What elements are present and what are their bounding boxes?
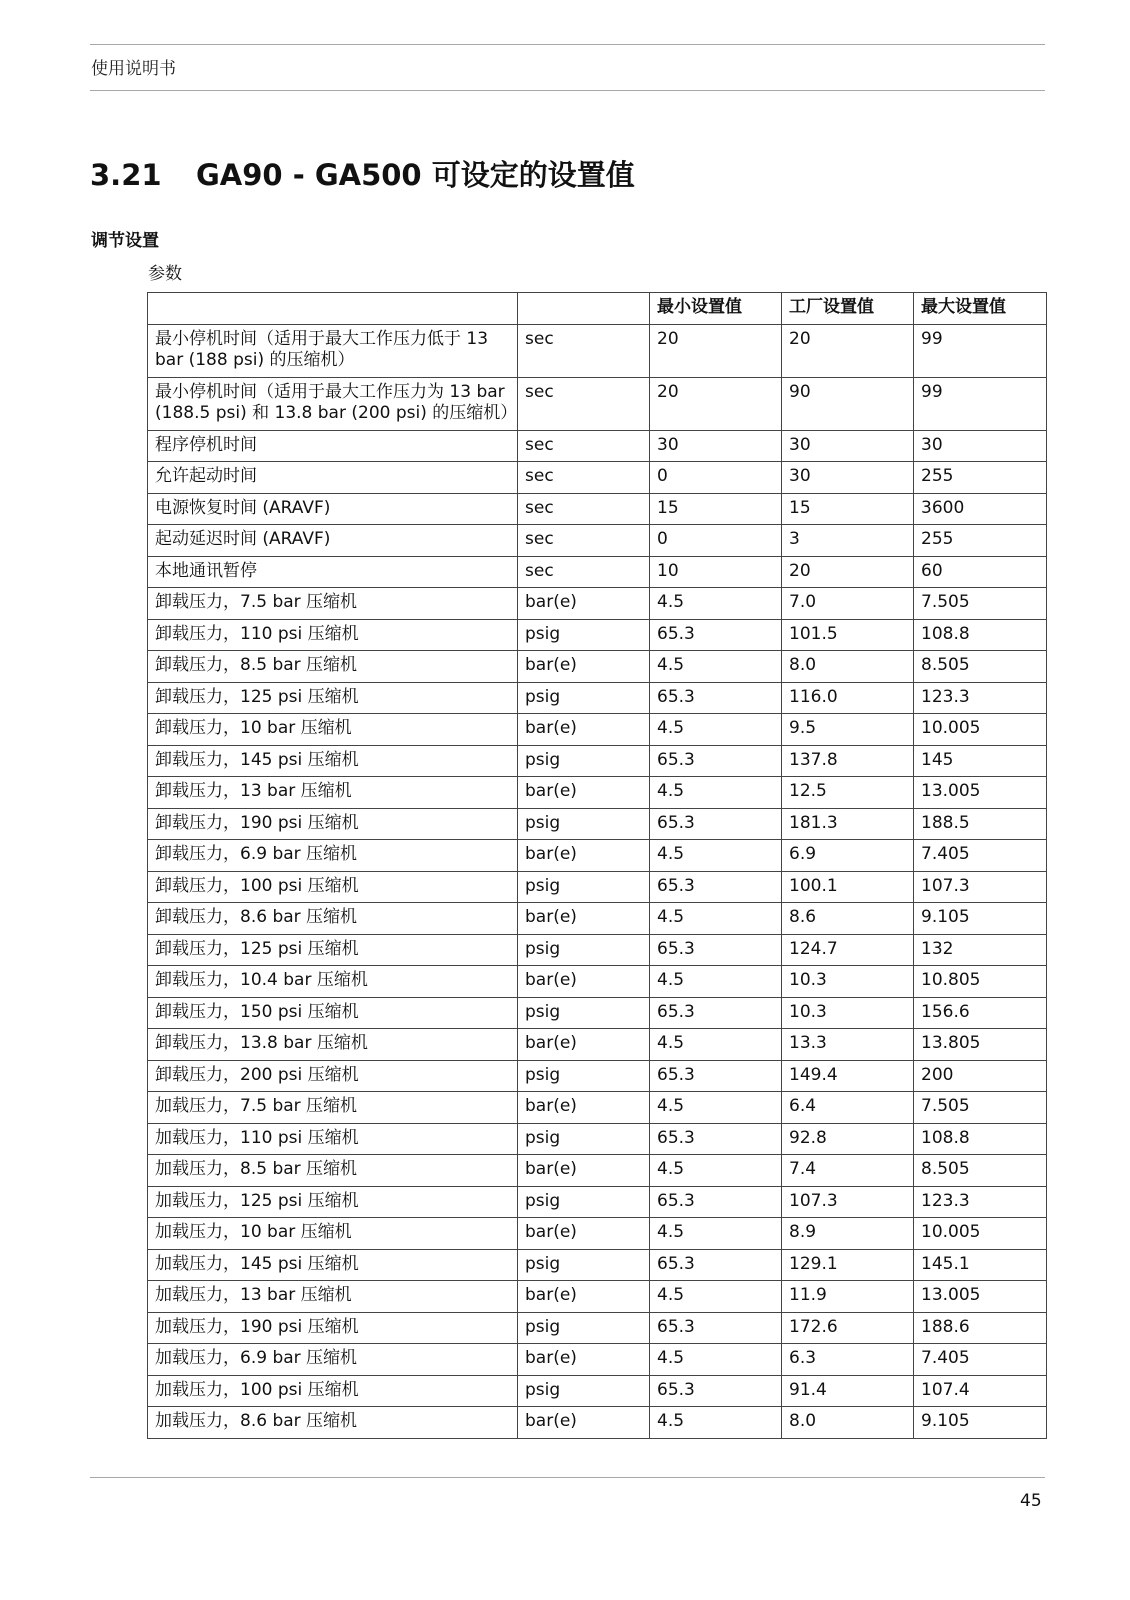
cell-max: 7.505 — [914, 588, 1047, 620]
cell-min: 4.5 — [650, 588, 782, 620]
cell-parameter: 卸载压力，7.5 bar 压缩机 — [148, 588, 518, 620]
cell-unit: sec — [518, 462, 650, 494]
cell-factory: 12.5 — [782, 777, 914, 809]
table-row — [148, 840, 1047, 872]
table-row — [148, 619, 1047, 651]
cell-max: 123.3 — [914, 1186, 1047, 1218]
table-row — [148, 462, 1047, 494]
cell-min: 30 — [650, 430, 782, 462]
column-header-unit — [518, 293, 650, 325]
cell-factory: 15 — [782, 493, 914, 525]
page-number: 45 — [1020, 1491, 1042, 1511]
cell-parameter: 卸载压力，125 psi 压缩机 — [148, 934, 518, 966]
table-row — [148, 1407, 1047, 1439]
cell-min: 4.5 — [650, 1344, 782, 1376]
table-row — [148, 682, 1047, 714]
cell-factory: 107.3 — [782, 1186, 914, 1218]
cell-parameter: 卸载压力，110 psi 压缩机 — [148, 619, 518, 651]
cell-unit: psig — [518, 1060, 650, 1092]
cell-factory: 6.9 — [782, 840, 914, 872]
cell-min: 4.5 — [650, 966, 782, 998]
cell-factory: 10.3 — [782, 966, 914, 998]
cell-factory: 137.8 — [782, 745, 914, 777]
cell-unit: psig — [518, 871, 650, 903]
table-row — [148, 777, 1047, 809]
cell-factory: 8.6 — [782, 903, 914, 935]
cell-min: 65.3 — [650, 1375, 782, 1407]
cell-factory: 20 — [782, 556, 914, 588]
cell-parameter: 最小停机时间（适用于最大工作压力低于 13 bar (188 psi) 的压缩机） — [148, 324, 518, 377]
cell-min: 65.3 — [650, 1312, 782, 1344]
cell-min: 65.3 — [650, 619, 782, 651]
cell-max: 60 — [914, 556, 1047, 588]
cell-max: 156.6 — [914, 997, 1047, 1029]
cell-unit: sec — [518, 525, 650, 557]
table-row — [148, 1344, 1047, 1376]
cell-unit: bar(e) — [518, 1029, 650, 1061]
table-row — [148, 588, 1047, 620]
cell-max: 7.405 — [914, 840, 1047, 872]
cell-parameter: 最小停机时间（适用于最大工作压力为 13 bar (188.5 psi) 和 13.8 bar (200 psi) 的压缩机） — [148, 377, 518, 430]
cell-factory: 20 — [782, 324, 914, 377]
cell-min: 4.5 — [650, 714, 782, 746]
cell-min: 65.3 — [650, 745, 782, 777]
table-row — [148, 808, 1047, 840]
cell-min: 4.5 — [650, 1218, 782, 1250]
cell-parameter: 卸载压力，10.4 bar 压缩机 — [148, 966, 518, 998]
cell-unit: bar(e) — [518, 840, 650, 872]
cell-factory: 149.4 — [782, 1060, 914, 1092]
cell-unit: sec — [518, 324, 650, 377]
cell-max: 10.805 — [914, 966, 1047, 998]
table-row — [148, 1281, 1047, 1313]
cell-parameter: 卸载压力，6.9 bar 压缩机 — [148, 840, 518, 872]
cell-factory: 92.8 — [782, 1123, 914, 1155]
cell-unit: psig — [518, 1312, 650, 1344]
table-row — [148, 377, 1047, 430]
header-top-rule — [90, 44, 1045, 45]
cell-max: 7.505 — [914, 1092, 1047, 1124]
cell-factory: 181.3 — [782, 808, 914, 840]
cell-unit: bar(e) — [518, 1344, 650, 1376]
cell-min: 4.5 — [650, 903, 782, 935]
cell-unit: bar(e) — [518, 714, 650, 746]
cell-factory: 116.0 — [782, 682, 914, 714]
table-header-row — [148, 293, 1047, 325]
cell-max: 255 — [914, 525, 1047, 557]
table-row — [148, 1312, 1047, 1344]
cell-unit: bar(e) — [518, 651, 650, 683]
cell-min: 65.3 — [650, 808, 782, 840]
table-body — [148, 324, 1047, 1438]
table-row — [148, 997, 1047, 1029]
cell-parameter: 加载压力，125 psi 压缩机 — [148, 1186, 518, 1218]
cell-unit: psig — [518, 1123, 650, 1155]
running-header: 使用说明书 — [91, 59, 176, 79]
cell-parameter: 卸载压力，8.5 bar 压缩机 — [148, 651, 518, 683]
cell-unit: bar(e) — [518, 777, 650, 809]
cell-factory: 13.3 — [782, 1029, 914, 1061]
table-row — [148, 903, 1047, 935]
cell-parameter: 加载压力，13 bar 压缩机 — [148, 1281, 518, 1313]
cell-min: 65.3 — [650, 682, 782, 714]
cell-min: 65.3 — [650, 1123, 782, 1155]
cell-min: 65.3 — [650, 1249, 782, 1281]
cell-parameter: 加载压力，190 psi 压缩机 — [148, 1312, 518, 1344]
cell-unit: psig — [518, 934, 650, 966]
cell-parameter: 加载压力，145 psi 压缩机 — [148, 1249, 518, 1281]
cell-parameter: 加载压力，8.6 bar 压缩机 — [148, 1407, 518, 1439]
cell-parameter: 卸载压力，10 bar 压缩机 — [148, 714, 518, 746]
table-row — [148, 1060, 1047, 1092]
footer-rule — [90, 1477, 1045, 1478]
table-row — [148, 745, 1047, 777]
table-row — [148, 934, 1047, 966]
cell-factory: 8.9 — [782, 1218, 914, 1250]
cell-min: 4.5 — [650, 1407, 782, 1439]
table-row — [148, 1155, 1047, 1187]
cell-max: 188.5 — [914, 808, 1047, 840]
cell-factory: 6.3 — [782, 1344, 914, 1376]
cell-min: 65.3 — [650, 871, 782, 903]
cell-min: 4.5 — [650, 777, 782, 809]
cell-max: 3600 — [914, 493, 1047, 525]
cell-unit: bar(e) — [518, 1092, 650, 1124]
cell-factory: 172.6 — [782, 1312, 914, 1344]
cell-factory: 3 — [782, 525, 914, 557]
cell-unit: sec — [518, 556, 650, 588]
cell-max: 132 — [914, 934, 1047, 966]
cell-unit: psig — [518, 997, 650, 1029]
cell-min: 20 — [650, 377, 782, 430]
table-row — [148, 1186, 1047, 1218]
cell-parameter: 卸载压力，200 psi 压缩机 — [148, 1060, 518, 1092]
cell-unit: psig — [518, 1186, 650, 1218]
column-header-factory: 工厂设置值 — [782, 293, 914, 325]
cell-factory: 7.4 — [782, 1155, 914, 1187]
cell-min: 4.5 — [650, 1281, 782, 1313]
cell-factory: 9.5 — [782, 714, 914, 746]
section-number: 3.21 — [90, 158, 162, 192]
cell-factory: 11.9 — [782, 1281, 914, 1313]
cell-parameter: 卸载压力，13.8 bar 压缩机 — [148, 1029, 518, 1061]
cell-factory: 6.4 — [782, 1092, 914, 1124]
cell-unit: bar(e) — [518, 1407, 650, 1439]
cell-parameter: 卸载压力，13 bar 压缩机 — [148, 777, 518, 809]
cell-parameter: 卸载压力，150 psi 压缩机 — [148, 997, 518, 1029]
cell-factory: 8.0 — [782, 1407, 914, 1439]
cell-factory: 91.4 — [782, 1375, 914, 1407]
table-header — [148, 293, 1047, 325]
cell-factory: 124.7 — [782, 934, 914, 966]
cell-unit: psig — [518, 1249, 650, 1281]
cell-unit: psig — [518, 682, 650, 714]
cell-min: 15 — [650, 493, 782, 525]
cell-max: 108.8 — [914, 619, 1047, 651]
column-header-max: 最大设置值 — [914, 293, 1047, 325]
cell-factory: 7.0 — [782, 588, 914, 620]
cell-max: 145.1 — [914, 1249, 1047, 1281]
table-row — [148, 1249, 1047, 1281]
cell-unit: bar(e) — [518, 1155, 650, 1187]
cell-min: 4.5 — [650, 1092, 782, 1124]
cell-max: 107.3 — [914, 871, 1047, 903]
cell-max: 8.505 — [914, 651, 1047, 683]
cell-factory: 101.5 — [782, 619, 914, 651]
cell-factory: 10.3 — [782, 997, 914, 1029]
cell-max: 13.805 — [914, 1029, 1047, 1061]
cell-unit: bar(e) — [518, 1218, 650, 1250]
table-row — [148, 525, 1047, 557]
cell-max: 9.105 — [914, 1407, 1047, 1439]
table-row — [148, 871, 1047, 903]
cell-parameter: 加载压力，10 bar 压缩机 — [148, 1218, 518, 1250]
cell-max: 145 — [914, 745, 1047, 777]
table-label: 参数 — [148, 264, 182, 284]
cell-factory: 129.1 — [782, 1249, 914, 1281]
table-row — [148, 714, 1047, 746]
cell-parameter: 本地通讯暂停 — [148, 556, 518, 588]
header-bottom-rule — [90, 90, 1045, 91]
cell-factory: 30 — [782, 462, 914, 494]
subheading: 调节设置 — [91, 231, 159, 251]
cell-max: 10.005 — [914, 1218, 1047, 1250]
cell-min: 4.5 — [650, 1029, 782, 1061]
cell-max: 99 — [914, 377, 1047, 430]
cell-parameter: 加载压力，8.5 bar 压缩机 — [148, 1155, 518, 1187]
cell-unit: sec — [518, 493, 650, 525]
cell-parameter: 加载压力，100 psi 压缩机 — [148, 1375, 518, 1407]
table-row — [148, 651, 1047, 683]
cell-parameter: 加载压力，7.5 bar 压缩机 — [148, 1092, 518, 1124]
cell-unit: bar(e) — [518, 966, 650, 998]
cell-parameter: 起动延迟时间 (ARAVF) — [148, 525, 518, 557]
table-row — [148, 1375, 1047, 1407]
cell-unit: psig — [518, 745, 650, 777]
cell-max: 99 — [914, 324, 1047, 377]
settings-table — [147, 292, 1047, 1439]
cell-min: 65.3 — [650, 934, 782, 966]
cell-parameter: 允许起动时间 — [148, 462, 518, 494]
cell-max: 30 — [914, 430, 1047, 462]
cell-min: 0 — [650, 462, 782, 494]
cell-unit: psig — [518, 808, 650, 840]
cell-parameter: 电源恢复时间 (ARAVF) — [148, 493, 518, 525]
cell-max: 123.3 — [914, 682, 1047, 714]
table-row — [148, 1029, 1047, 1061]
column-header-parameter — [148, 293, 518, 325]
table-row — [148, 1092, 1047, 1124]
cell-min: 4.5 — [650, 1155, 782, 1187]
cell-parameter: 程序停机时间 — [148, 430, 518, 462]
cell-parameter: 卸载压力，145 psi 压缩机 — [148, 745, 518, 777]
cell-max: 13.005 — [914, 777, 1047, 809]
cell-parameter: 卸载压力，125 psi 压缩机 — [148, 682, 518, 714]
cell-max: 10.005 — [914, 714, 1047, 746]
cell-min: 4.5 — [650, 840, 782, 872]
cell-parameter: 卸载压力，190 psi 压缩机 — [148, 808, 518, 840]
cell-max: 188.6 — [914, 1312, 1047, 1344]
table-row — [148, 324, 1047, 377]
cell-unit: sec — [518, 377, 650, 430]
cell-parameter: 卸载压力，100 psi 压缩机 — [148, 871, 518, 903]
table-row — [148, 966, 1047, 998]
table-row — [148, 556, 1047, 588]
cell-factory: 100.1 — [782, 871, 914, 903]
cell-factory: 8.0 — [782, 651, 914, 683]
cell-parameter: 加载压力，6.9 bar 压缩机 — [148, 1344, 518, 1376]
cell-max: 200 — [914, 1060, 1047, 1092]
cell-unit: psig — [518, 619, 650, 651]
cell-min: 65.3 — [650, 1060, 782, 1092]
table-row — [148, 493, 1047, 525]
cell-unit: psig — [518, 1375, 650, 1407]
cell-min: 0 — [650, 525, 782, 557]
cell-parameter: 卸载压力，8.6 bar 压缩机 — [148, 903, 518, 935]
cell-factory: 90 — [782, 377, 914, 430]
table-row — [148, 1123, 1047, 1155]
cell-max: 255 — [914, 462, 1047, 494]
cell-min: 65.3 — [650, 997, 782, 1029]
table-row — [148, 430, 1047, 462]
cell-max: 9.105 — [914, 903, 1047, 935]
table-row — [148, 1218, 1047, 1250]
section-title: GA90 - GA500 可设定的设置值 — [196, 158, 635, 192]
cell-max: 108.8 — [914, 1123, 1047, 1155]
cell-min: 10 — [650, 556, 782, 588]
cell-max: 13.005 — [914, 1281, 1047, 1313]
cell-unit: bar(e) — [518, 903, 650, 935]
cell-unit: bar(e) — [518, 588, 650, 620]
cell-max: 8.505 — [914, 1155, 1047, 1187]
cell-min: 20 — [650, 324, 782, 377]
cell-min: 65.3 — [650, 1186, 782, 1218]
cell-factory: 30 — [782, 430, 914, 462]
cell-unit: sec — [518, 430, 650, 462]
cell-max: 7.405 — [914, 1344, 1047, 1376]
cell-parameter: 加载压力，110 psi 压缩机 — [148, 1123, 518, 1155]
cell-min: 4.5 — [650, 651, 782, 683]
cell-max: 107.4 — [914, 1375, 1047, 1407]
column-header-min: 最小设置值 — [650, 293, 782, 325]
cell-unit: bar(e) — [518, 1281, 650, 1313]
section-heading — [90, 153, 635, 194]
